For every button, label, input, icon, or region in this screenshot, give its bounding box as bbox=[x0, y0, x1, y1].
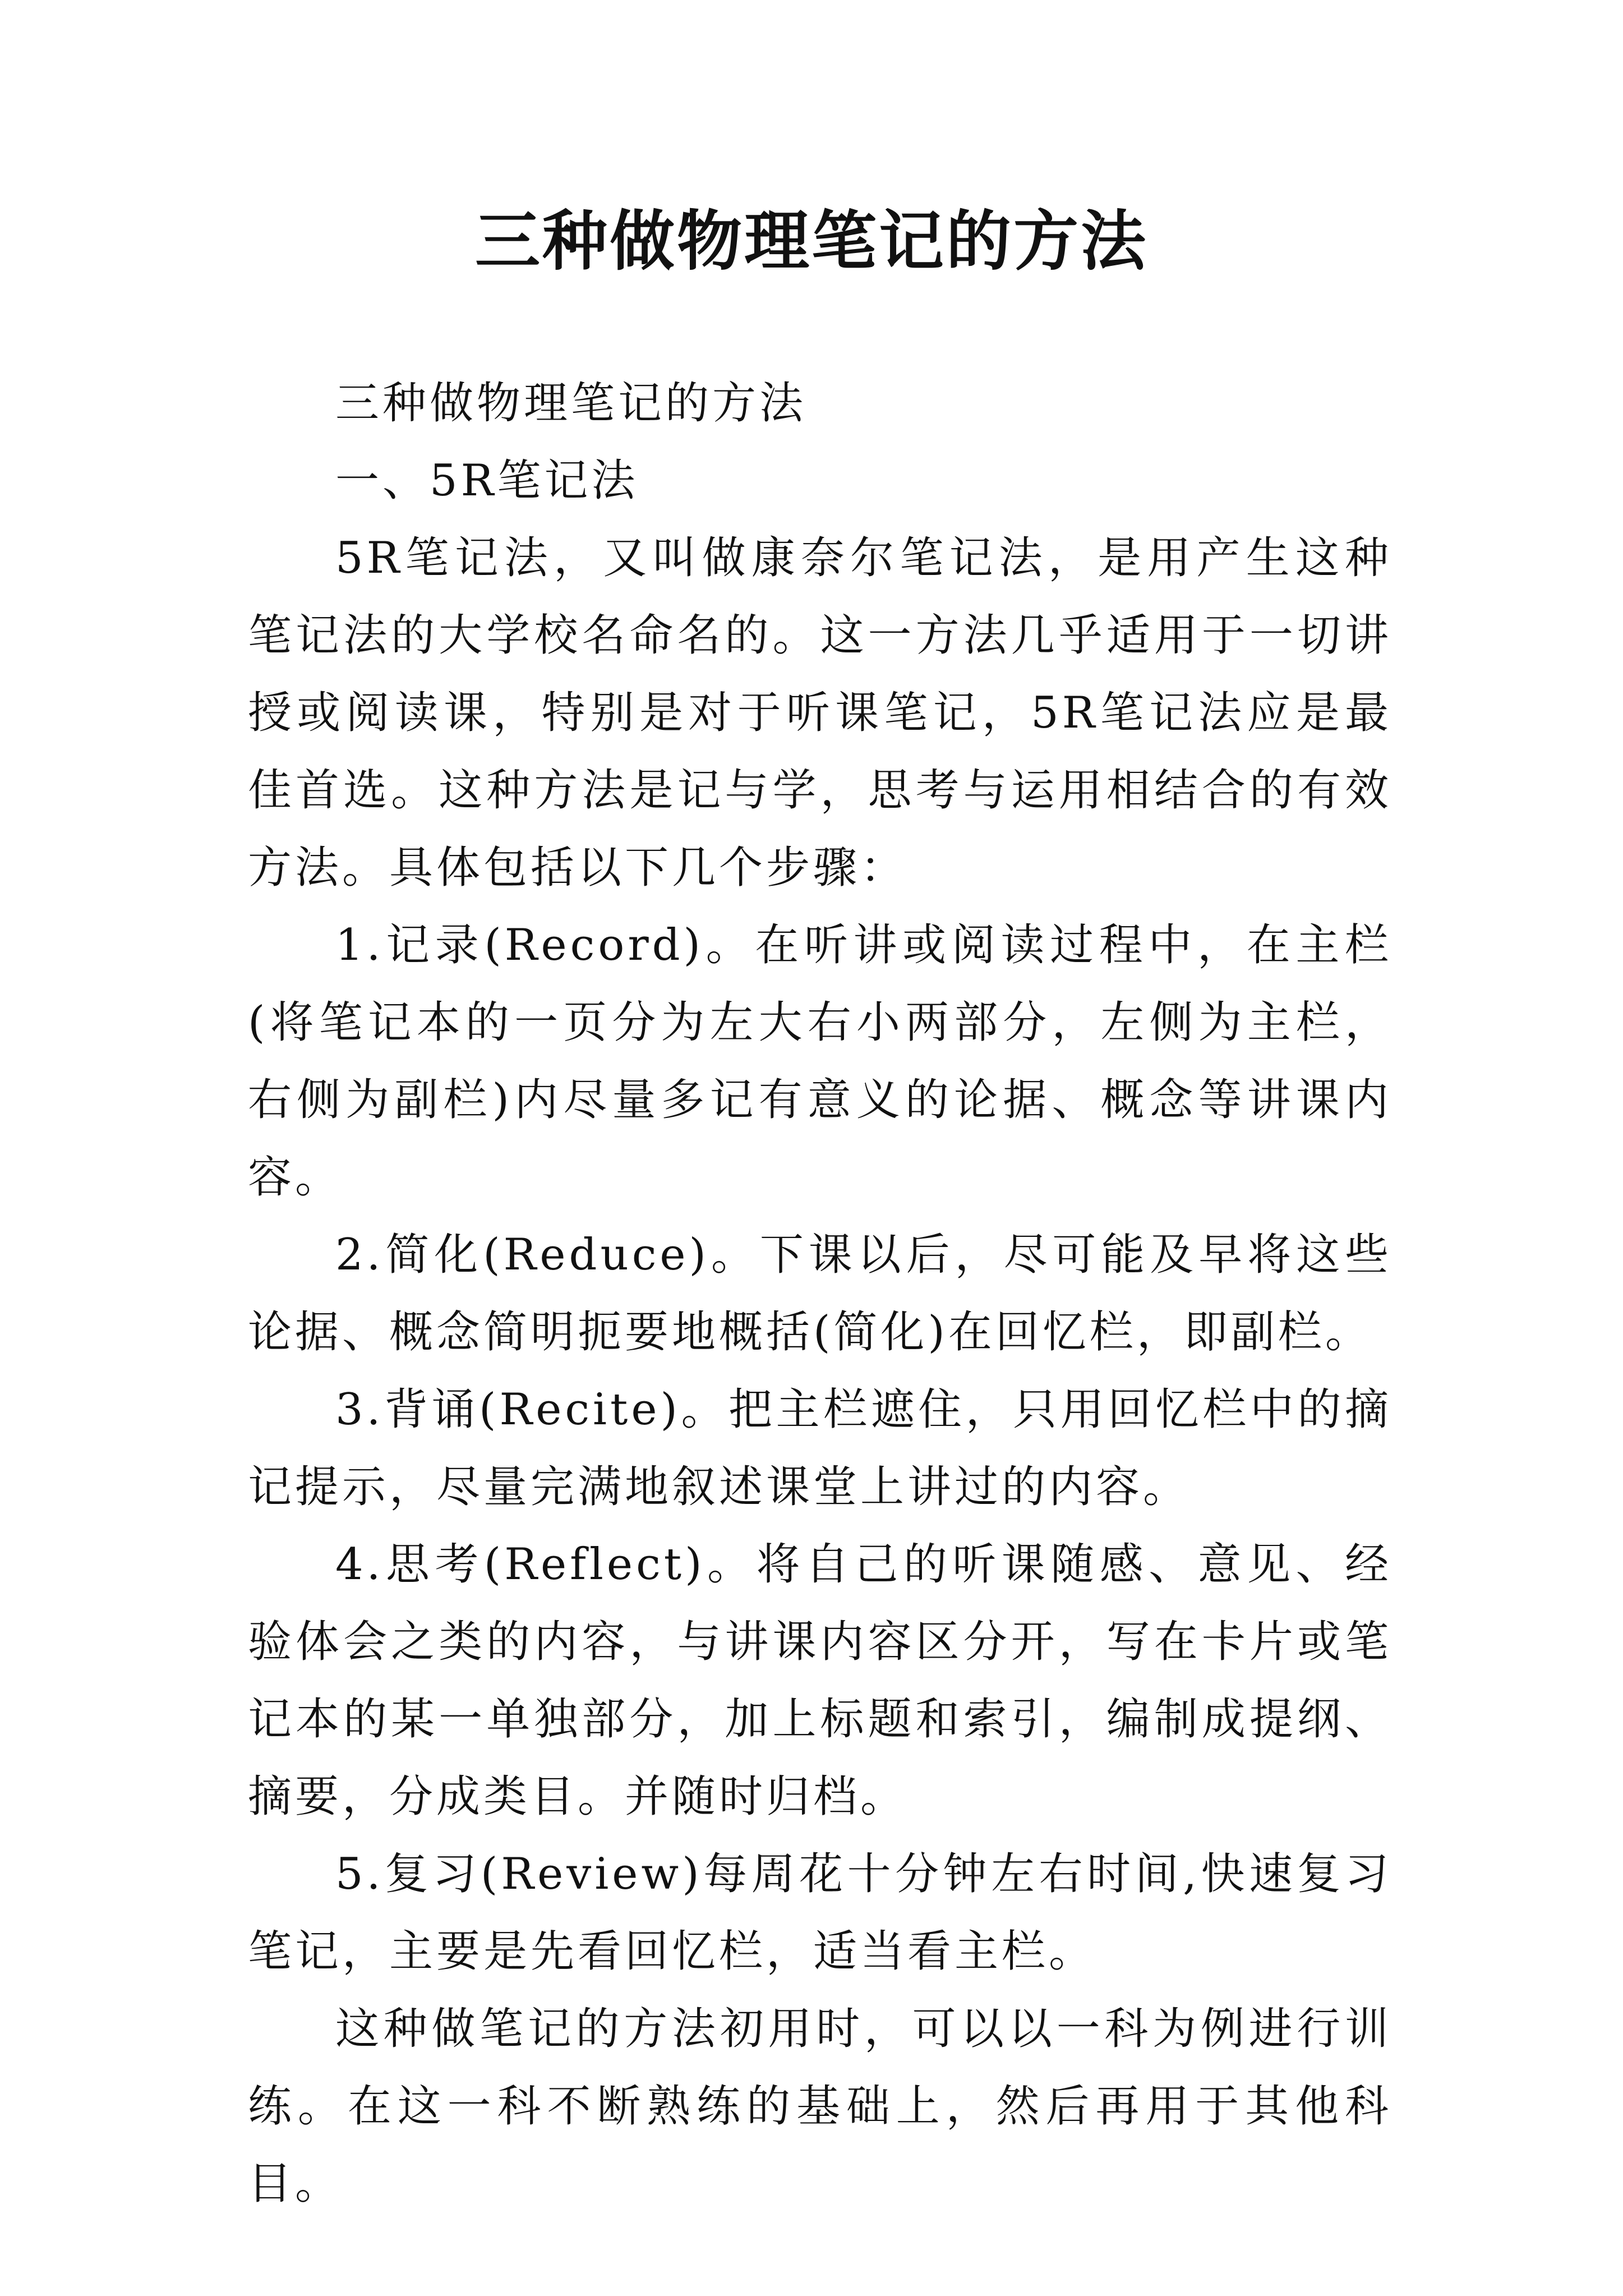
step-review-paragraph: 5.复习(Review)每周花十分钟左右时间,快速复习笔记，主要是先看回忆栏，适当看主栏。 bbox=[248, 1849, 1392, 1977]
step-reduce-paragraph: 2.简化(Reduce)。下课以后，尽可能及早将这些论据、概念简明扼要地概括(简化)在回忆栏，即副栏。 bbox=[248, 1230, 1392, 1358]
step-recite-paragraph: 3.背诵(Recite)。把主栏遮住，只用回忆栏中的摘记提示，尽量完满地叙述课堂上讲过的内容。 bbox=[248, 1384, 1392, 1512]
section-heading-5r: 一、5R笔记法 bbox=[335, 455, 639, 506]
step-record-paragraph: 1.记录(Record)。在听讲或阅读过程中，在主栏(将笔记本的一页分为左大右小两部分，左侧为主栏，右侧为副栏)内尽量多记有意义的论据、概念等讲课内容。 bbox=[248, 920, 1392, 1203]
closing-paragraph: 这种做笔记的方法初用时，可以以一科为例进行训练。在这一科不断熟练的基础上，然后再用于其他科目。 bbox=[248, 2004, 1392, 2209]
subtitle-paragraph: 三种做物理笔记的方法 bbox=[335, 378, 807, 429]
document-title: 三种做物理笔记的方法 bbox=[475, 203, 1148, 279]
document-body bbox=[248, 365, 1392, 2223]
intro-paragraph: 5R笔记法，又叫做康奈尔笔记法，是用产生这种笔记法的大学校名命名的。这一方法几乎适用于一切讲授或阅读课，特别是对于听课笔记，5R笔记法应是最佳首选。这种方法是记与学，思考与运用相结合的有效方法。具体包括以下几个步骤： bbox=[248, 533, 1392, 893]
step-reflect-paragraph: 4.思考(Reflect)。将自己的听课随感、意见、经验体会之类的内容，与讲课内容区分开，写在卡片或笔记本的某一单独部分，加上标题和索引，编制成提纲、摘要，分成类目。并随时归档。 bbox=[248, 1539, 1392, 1822]
